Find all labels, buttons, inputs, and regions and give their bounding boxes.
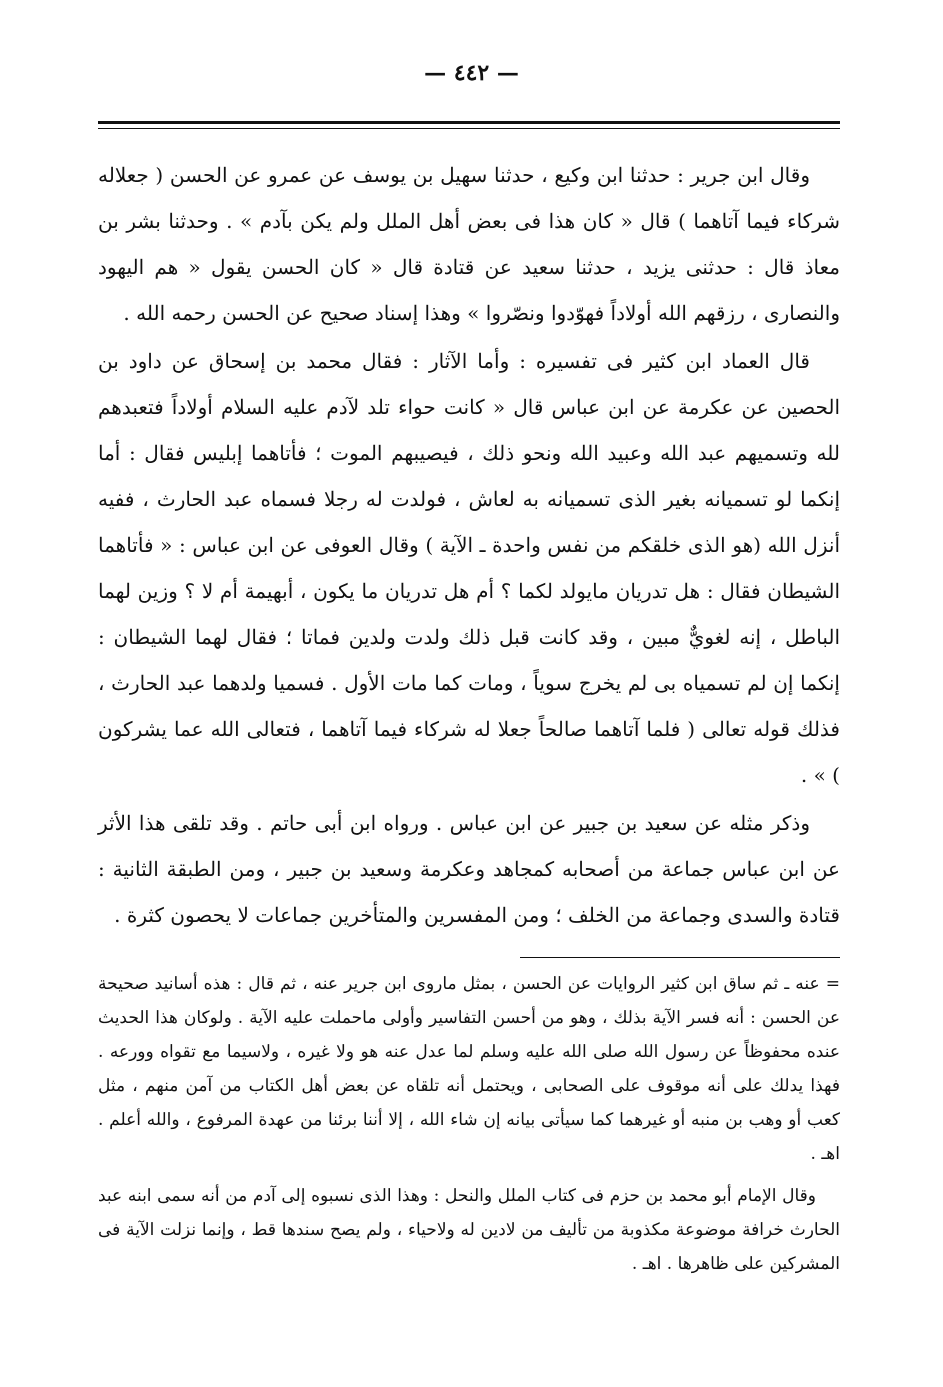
main-paragraph-3: وذكر مثله عن سعيد بن جبير عن ابن عباس . ورواه ابن أبى حاتم . وقد تلقى هذا الأثر عن ابن عباس جماعة من أصحابه كمجاهد وعكرمة وسعيد بن جبير ، ومن الطبقة الثانية : قتادة والسدى وجماعة من الخلف ؛ ومن المفسرين والمتأخرين جماعات لا يحصون كثرة . [98,811,840,927]
footnote-paragraph-2: وقال الإمام أبو محمد بن حزم فى كتاب الملل والنحل : وهذا الذى نسبوه إلى آدم من أنه سمى ابنه عبد الحارث خرافة موضوعة مكذوبة من تأليف من لادين له ولاحياء ، ولم يصح سندها قط ، وإنما نزلت الآية فى المشركين على ظاهرها . اهـ . [98,1186,840,1274]
main-paragraph-2: قال العماد ابن كثير فى تفسيره : وأما الآثار : فقال محمد بن إسحاق عن داود بن الحصين عن عكرمة عن ابن عباس قال « كانت حواء تلد لآدم عليه السلام أولاداً فتعبدهم لله وتسميهم عبد الله وعبيد الله ونحو ذلك ، فيصيبهم الموت ؛ فأتاهما إبليس فقال : أما إنكما لو تسميانه بغير الذى تسميانه به لعاش ، فولدت له رجلا فسماه عبد الحارث ، ففيه أنزل الله (هو الذى خلقكم من نفس واحدة ـ الآية ) وقال العوفى عن ابن عباس : « فأتاهما الشيطان فقال : هل تدريان مايولد لكما ؟ أم هل تدريان ما يكون ، أبهيمة أم لا ؟ وزين لهما الباطل ، إنه لغويٌّ مبين ، وقد كانت قبل ذلك ولدت ولدين فماتا ؛ فقال لهما الشيطان : إنكما إن لم تسمياه بى لم يخرج سوياً ، ومات كما مات الأول . فسميا ولدهما عبد الحارث ، فذلك قوله تعالى ( فلما آتاهما صالحاً جعلا له شركاء فيما آتاهما ، فتعالى الله عما يشركون ) » . [98,349,841,787]
footnote-separator [520,957,840,958]
footnote-paragraph-1: = عنه ـ ثم ساق ابن كثير الروايات عن الحسن ، بمثل ماروى ابن جرير عنه ، ثم قال : هذه أسانيد صحيحة عن الحسن : أنه فسر الآية بذلك ، وهو من أحسن التفاسير وأولى ماحملت عليه الآية . ولوكان هذا الحديث عنده محفوظاً عن رسول الله صلى الله عليه وسلم لما عدل عنه هو ولا غيره ، ولاسيما مع تقواه وورعه . فهذا يدلك على أنه موقوف على الصحابى ، ويحتمل أنه تلقاه عن بعض أهل الكتاب من آمن منهم ، مثل كعب أو وهب بن منبه أو غيرهما كما سيأتى بيانه إن شاء الله ، إلا أننا برئنا من عهدة المرفوع ، والله أعلم . اهـ . [98,974,840,1164]
page-number: — ٤٤٢ — [424,60,519,86]
main-paragraph-1: وقال ابن جرير : حدثنا ابن وكيع ، حدثنا سهيل بن يوسف عن عمرو عن الحسن ( جعلاله شركاء فيما آتاهما ) قال « كان هذا فى بعض أهل الملل ولم يكن بآدم » . وحدثنا بشر بن معاذ قال : حدثنى يزيد ، حدثنا سعيد عن قتادة قال « كان الحسن يقول « هم اليهود والنصارى ، رزقهم الله أولاداً فهوّدوا ونصّروا » وهذا إسناد صحيح عن الحسن رحمه الله . [98,163,840,325]
header-rule-thick [98,121,840,124]
header-rule-thin [98,128,840,129]
main-text [98,152,840,938]
footnotes [98,967,840,1281]
